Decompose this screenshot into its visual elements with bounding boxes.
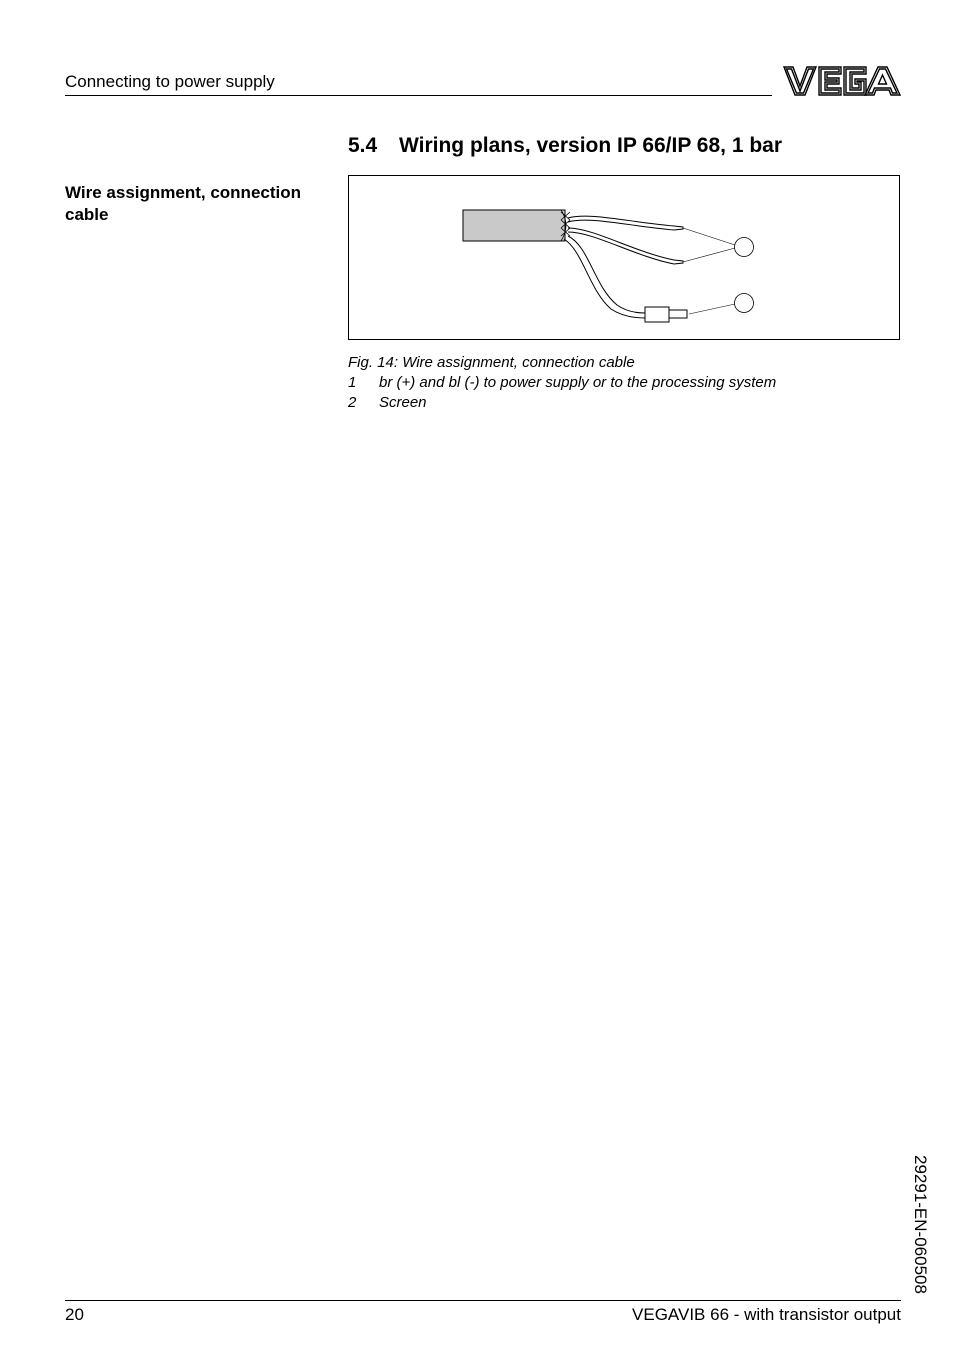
cable-jacket bbox=[463, 210, 565, 241]
wire-blue bbox=[568, 228, 683, 264]
wire-ferrule-tip bbox=[669, 310, 687, 318]
wire-brown bbox=[568, 216, 683, 230]
footer-rule bbox=[65, 1300, 901, 1301]
legend-text: br (+) and bl (-) to power supply or to the processing system bbox=[379, 374, 777, 391]
header-rule bbox=[65, 95, 772, 96]
vega-logo bbox=[783, 64, 901, 98]
figure-caption-block bbox=[348, 353, 776, 413]
callout-2-circle bbox=[735, 294, 754, 313]
section-number: 5.4 bbox=[348, 134, 378, 157]
legend-number: 2 bbox=[348, 394, 357, 411]
header-section-label: Connecting to power supply bbox=[65, 72, 275, 91]
side-heading: Wire assignment, connection cable bbox=[65, 183, 301, 224]
legend-text: Screen bbox=[379, 394, 427, 411]
wire-screen bbox=[564, 236, 645, 318]
wiring-figure bbox=[348, 175, 900, 340]
page-number: 20 bbox=[65, 1305, 84, 1324]
cable-wiring-diagram bbox=[349, 176, 901, 341]
document-code: 29291-EN-060508 bbox=[911, 1155, 930, 1294]
callout-1-circle bbox=[735, 238, 754, 257]
section-title-text: Wiring plans, version IP 66/IP 68, 1 bar bbox=[399, 134, 783, 157]
legend-item bbox=[348, 373, 776, 393]
legend-number: 1 bbox=[348, 374, 357, 391]
leader-lines bbox=[683, 228, 735, 314]
section-title bbox=[348, 134, 782, 158]
legend-item bbox=[348, 393, 776, 413]
footer-product-title: VEGAVIB 66 - with transistor output bbox=[632, 1305, 901, 1324]
wire-ferrule bbox=[645, 307, 669, 322]
figure-caption: Fig. 14: Wire assignment, connection cable bbox=[348, 354, 635, 371]
